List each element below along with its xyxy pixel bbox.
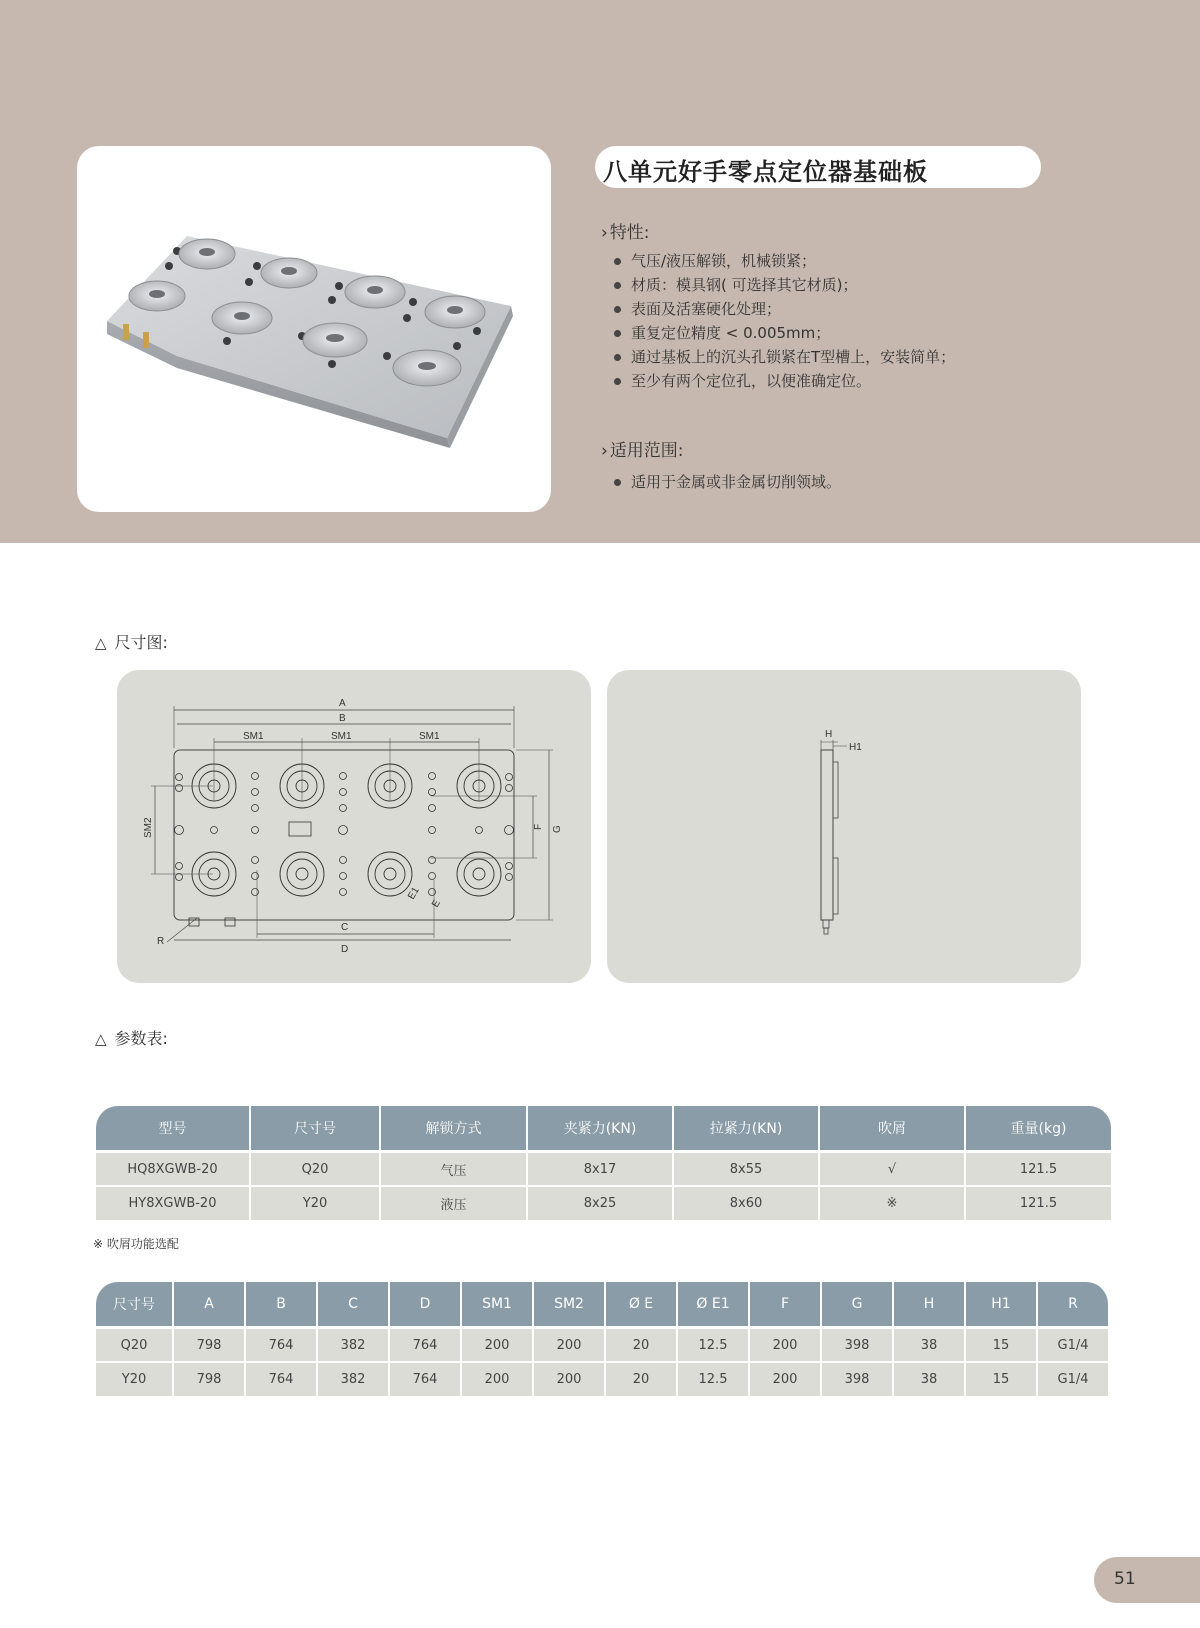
table-cell: 121.5 <box>966 1185 1111 1220</box>
table-row <box>96 1150 1111 1185</box>
table-cell: 200 <box>750 1326 820 1361</box>
param-heading <box>95 1026 168 1049</box>
table-row <box>96 1361 1108 1396</box>
table-cell: 8x17 <box>528 1150 672 1185</box>
feature-text: 至少有两个定位孔，以便准确定位。 <box>631 372 872 390</box>
scope-text: 适用于金属或非金属切削领域。 <box>631 473 842 491</box>
list-item <box>614 321 955 345</box>
dim-label-sm1-1: SM1 <box>243 731 264 742</box>
table-header-cell: A <box>174 1282 244 1326</box>
list-item <box>614 273 955 297</box>
top-view-svg <box>117 670 591 983</box>
table-cell: 382 <box>318 1361 388 1396</box>
dim-label-g: G <box>552 825 563 833</box>
table-cell: 20 <box>606 1361 676 1396</box>
table-cell: G1/4 <box>1038 1326 1108 1361</box>
dimension-heading-text: 尺寸图: <box>114 633 168 652</box>
table-header-row <box>96 1106 1111 1150</box>
list-item <box>614 297 955 321</box>
bullet-icon <box>614 479 621 486</box>
table-cell: 15 <box>966 1361 1036 1396</box>
triangle-icon: △ <box>95 634 107 652</box>
table-cell: Y20 <box>96 1361 172 1396</box>
table-header-cell: Ø E1 <box>678 1282 748 1326</box>
top-view-drawing <box>117 670 591 983</box>
bullet-icon <box>614 306 621 313</box>
page-number-tab <box>1094 1557 1200 1603</box>
table-header-cell: 型号 <box>96 1106 249 1150</box>
dim-label-h1: H1 <box>849 742 862 753</box>
dim-label-a: A <box>339 698 346 709</box>
list-item <box>614 345 955 369</box>
footnote: ※ 吹屑功能选配 <box>93 1237 179 1251</box>
table-cell: HY8XGWB-20 <box>96 1185 249 1220</box>
table-header-cell: F <box>750 1282 820 1326</box>
features-heading <box>601 218 650 243</box>
base-plate-image <box>77 146 551 512</box>
table-cell: 200 <box>534 1326 604 1361</box>
dim-label-d: D <box>341 944 349 955</box>
feature-text: 通过基板上的沉头孔锁紧在T型槽上，安装简单； <box>631 348 956 366</box>
table-header-row <box>96 1282 1108 1326</box>
dim-label-sm1-2: SM1 <box>331 731 352 742</box>
side-view-svg <box>607 670 1081 983</box>
table-header-cell: B <box>246 1282 316 1326</box>
table-cell: 12.5 <box>678 1326 748 1361</box>
table-header-cell: C <box>318 1282 388 1326</box>
table-cell: 15 <box>966 1326 1036 1361</box>
table-cell: 398 <box>822 1326 892 1361</box>
spec-table-1 <box>94 1106 1113 1220</box>
table-cell: 200 <box>750 1361 820 1396</box>
table-cell: 8x55 <box>674 1150 818 1185</box>
scope-heading-text: 适用范围: <box>609 441 684 461</box>
table-header-cell: 尺寸号 <box>251 1106 379 1150</box>
table-cell: 764 <box>390 1361 460 1396</box>
table-header-cell: SM1 <box>462 1282 532 1326</box>
page-number: 51 <box>1114 1569 1136 1589</box>
product-photo <box>77 146 551 512</box>
table-header-cell: 重量(kg) <box>966 1106 1111 1150</box>
table-cell: 764 <box>246 1326 316 1361</box>
table-cell: 382 <box>318 1326 388 1361</box>
side-view-drawing <box>607 670 1081 983</box>
dim-label-r: R <box>157 936 165 947</box>
table-cell: 764 <box>246 1361 316 1396</box>
chevron-right-icon: › <box>601 441 608 461</box>
feature-text: 材质：模具钢( 可选择其它材质)； <box>631 276 858 294</box>
bullet-icon <box>614 378 621 385</box>
chevron-right-icon: › <box>601 223 608 243</box>
dimension-heading <box>95 630 168 653</box>
table-cell: 20 <box>606 1326 676 1361</box>
table-cell: Q20 <box>96 1326 172 1361</box>
dim-label-h: H <box>825 729 833 740</box>
dim-label-e: E <box>430 898 443 910</box>
spec-table-2 <box>94 1282 1110 1396</box>
table-header-cell: 拉紧力(KN) <box>674 1106 818 1150</box>
table-cell: 38 <box>894 1361 964 1396</box>
table-cell: Q20 <box>251 1150 379 1185</box>
table-header-cell: 解锁方式 <box>381 1106 526 1150</box>
table-header-cell: SM2 <box>534 1282 604 1326</box>
table-cell: 200 <box>534 1361 604 1396</box>
bullet-icon <box>614 258 621 265</box>
table-cell: 764 <box>390 1326 460 1361</box>
dim-label-sm2: SM2 <box>143 817 154 838</box>
bullet-icon <box>614 282 621 289</box>
page-title: 八单元好手零点定位器基础板 <box>603 158 928 186</box>
list-item <box>614 249 955 273</box>
scope-list <box>614 470 841 494</box>
table-header-cell: H1 <box>966 1282 1036 1326</box>
dim-label-sm1-3: SM1 <box>419 731 440 742</box>
scope-heading <box>601 436 684 461</box>
table-cell: 798 <box>174 1361 244 1396</box>
table-header-cell: G <box>822 1282 892 1326</box>
param-heading-text: 参数表: <box>114 1029 168 1048</box>
bullet-icon <box>614 330 621 337</box>
features-heading-text: 特性: <box>609 223 650 243</box>
table-cell: 798 <box>174 1326 244 1361</box>
table-row <box>96 1326 1108 1361</box>
table-header-cell: 夹紧力(KN) <box>528 1106 672 1150</box>
table-header-cell: H <box>894 1282 964 1326</box>
table-header-cell: R <box>1038 1282 1108 1326</box>
table-cell: 8x25 <box>528 1185 672 1220</box>
table-cell: 200 <box>462 1361 532 1396</box>
table-cell: HQ8XGWB-20 <box>96 1150 249 1185</box>
dim-label-e1: E1 <box>406 885 422 902</box>
table-header-cell: 吹屑 <box>820 1106 964 1150</box>
table-cell: 8x60 <box>674 1185 818 1220</box>
feature-text: 气压/液压解锁，机械锁紧； <box>631 252 817 270</box>
table-cell: 气压 <box>381 1150 526 1185</box>
table-cell: 200 <box>462 1326 532 1361</box>
table-cell: 38 <box>894 1326 964 1361</box>
dim-label-c: C <box>341 922 349 933</box>
feature-text: 重复定位精度 < 0.005mm； <box>631 324 831 342</box>
table-header-cell: Ø E <box>606 1282 676 1326</box>
list-item <box>614 470 841 494</box>
table-cell: G1/4 <box>1038 1361 1108 1396</box>
table-cell: ※ <box>820 1185 964 1220</box>
title-pill <box>595 146 1041 188</box>
feature-text: 表面及活塞硬化处理； <box>631 300 782 318</box>
dim-label-f: F <box>533 823 544 830</box>
triangle-icon: △ <box>95 1030 107 1048</box>
table-cell: √ <box>820 1150 964 1185</box>
table-cell: 398 <box>822 1361 892 1396</box>
table-header-cell: D <box>390 1282 460 1326</box>
table-cell: Y20 <box>251 1185 379 1220</box>
table-row <box>96 1185 1111 1220</box>
features-list <box>614 249 955 393</box>
dim-label-b: B <box>339 713 346 724</box>
table-cell: 121.5 <box>966 1150 1111 1185</box>
table-cell: 12.5 <box>678 1361 748 1396</box>
table-cell: 液压 <box>381 1185 526 1220</box>
bullet-icon <box>614 354 621 361</box>
table-header-cell: 尺寸号 <box>96 1282 172 1326</box>
list-item <box>614 369 955 393</box>
